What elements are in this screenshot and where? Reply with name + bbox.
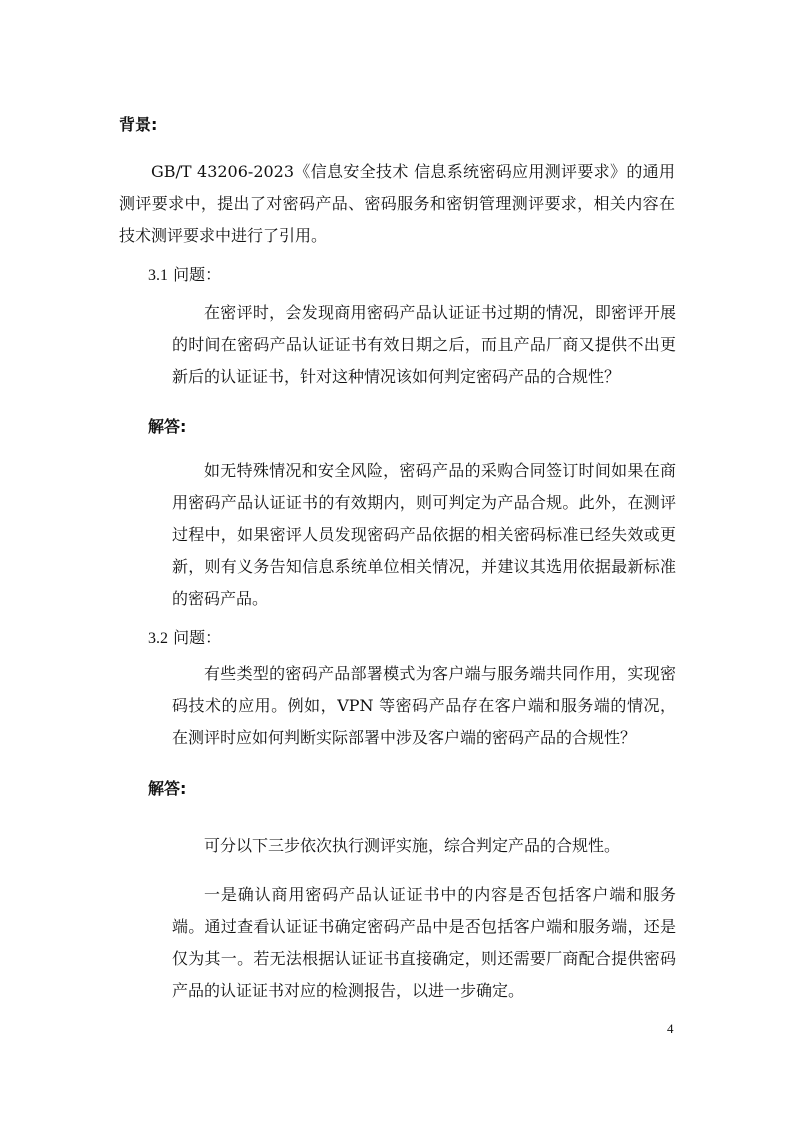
answer-3-2-intro: 可分以下三步依次执行测评实施，综合判定产品的合规性。 (204, 836, 621, 855)
question-3-2-label (148, 625, 221, 648)
question-3-2-number: 3.2 (148, 630, 168, 647)
question-3-1-number: 3.1 (148, 267, 168, 284)
answer-3-1-heading: 解答: (148, 417, 187, 436)
answer-3-2-step1: 一是确认商用密码产品认证证书中的内容是否包括客户端和服务端。通过查看认证证书确定密码产品中是否包括客户端和服务端，还是仅为其一。若无法根据认证证书直接确定，则还需要厂商配合提供密码产品的认证证书对应的检测报告，以进一步确定。 (172, 885, 676, 1000)
question-3-2-text: 有些类型的密码产品部署模式为客户端与服务端共同作用，实现密码技术的应用。例如，VPN 等密码产品存在客户端和服务端的情况，在测评时应如何判断实际部署中涉及客户端的密码产品的合规性？ (172, 664, 676, 747)
answer-3-2-heading: 解答: (148, 779, 187, 798)
question-3-2-label-text: 问题： (173, 628, 222, 647)
question-3-1-text: 在密评时，会发现商用密码产品认证证书过期的情况，即密评开展的时间在密码产品认证证书有效日期之后，而且产品厂商又提供不出更新后的认证证书，针对这种情况该如何判定密码产品的合规性？ (172, 303, 676, 386)
question-3-1-label (148, 262, 221, 285)
background-heading: 背景: (119, 115, 158, 134)
answer-3-1-text: 如无特殊情况和安全风险，密码产品的采购合同签订时间如果在商用密码产品认证证书的有效期内，则可判定为产品合规。此外，在测评过程中，如果密评人员发现密码产品依据的相关密码标准已经失效或更新，则有义务告知信息系统单位相关情况，并建议其选用依据最新标准的密码产品。 (172, 461, 676, 608)
page-number: 4 (667, 1021, 674, 1036)
question-3-1-label-text: 问题： (173, 265, 222, 284)
background-paragraph: GB/T 43206-2023《信息安全技术 信息系统密码应用测评要求》的通用测评要求中，提出了对密码产品、密码服务和密钥管理测评要求，相关内容在技术测评要求中进行了引用。 (119, 162, 675, 245)
